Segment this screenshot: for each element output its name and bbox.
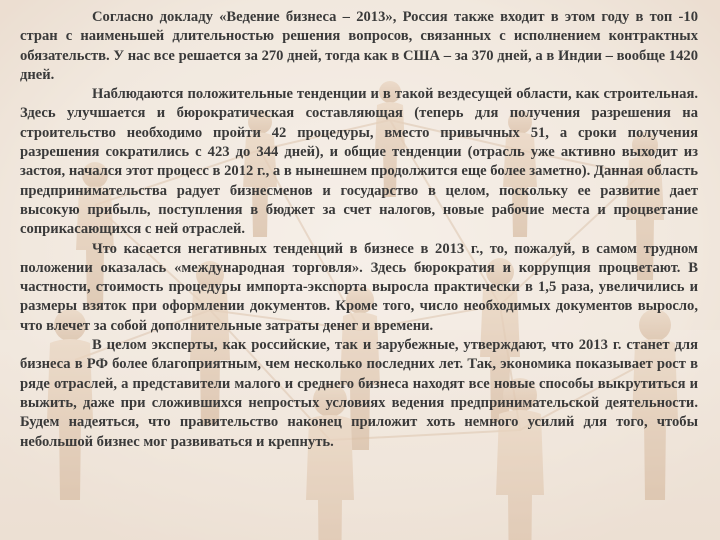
article-text xyxy=(20,8,698,452)
paragraph-3: Что касается негативных тенденций в бизнесе в 2013 г., то, пожалуй, в самом трудном положении оказалась «международная торговля». Здесь бюрократия и коррупция процветают. В частности, стоимость процедуры импорта-экспорта выросла практически в 1,5 раза, увеличились и размеры взяток при оформлении документов. Кроме того, число необходимых документов выросло, что влечет за собой дополнительные затраты денег и времени. xyxy=(20,240,698,334)
paragraph-1: Согласно докладу «Ведение бизнеса – 2013», Россия также входит в этом году в топ -10 стран с наименьшей длительностью решения вопросов, связанных с исполнением контрактных обязательств. У нас все решается за 270 дней, тогда как в США – за 370 дней, а в Индии – вообще 1420 дней. xyxy=(20,9,698,83)
paragraph-2: Наблюдаются положительные тенденции и в такой вездесущей области, как строительная. Здесь улучшается и бюрократическая составляющая (теперь для получения разрешения на строительство необходимо пройти 42 процедуры, вместо привычных 51, а сроки получения разрешения сократились с 423 до 344 дней), и общие тенденции (отрасль уже активно выходит из застоя, начался этот процесс в 2012 г., а в нынешнем продолжится еще более заметно). Данная область предпринимательства радует бизнесменов и государство в целом, поскольку ее развитие дает высокую прибыль, поступления в бюджет за счет налогов, новые рабочие места и процветание соприкасающихся с ней отраслей. xyxy=(20,86,698,238)
paragraph-4: В целом эксперты, как российские, так и зарубежные, утверждают, что 2013 г. станет для бизнеса в РФ более благоприятным, чем несколько последних лет. Так, экономика показывает рост в ряде отраслей, а представители малого и среднего бизнеса находят все новые способы выкрутиться и выжить, даже при сложившихся непростых условиях ведения предпринимательской деятельности. Будем надеяться, что правительство наконец приложит хоть немного усилий для того, чтобы небольшой бизнес мог развиваться и крепнуть. xyxy=(20,337,698,450)
